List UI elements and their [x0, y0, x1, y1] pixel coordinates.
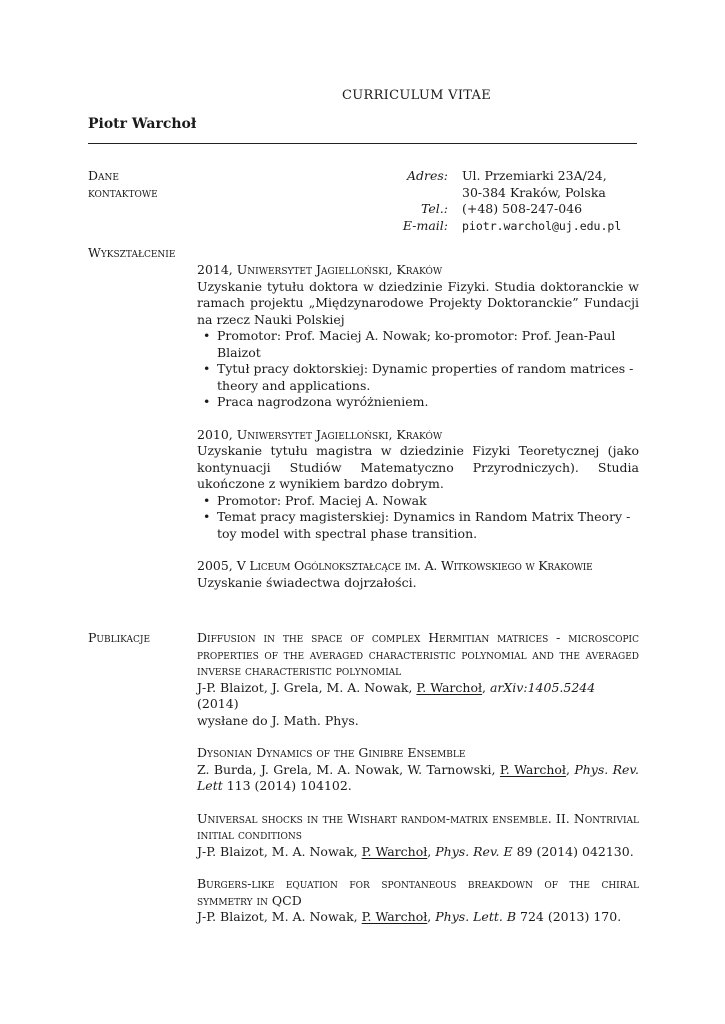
address-line2: 30-384 Kraków, Polska: [462, 184, 606, 200]
section-label-education: Wykształcenie: [88, 245, 176, 260]
publication-item: [197, 745, 639, 795]
publication-journal: Phys. Rev. Lett: [197, 761, 639, 793]
publications-list: [197, 630, 639, 942]
education-bullets: [197, 493, 639, 543]
publication-details: (2014): [197, 696, 239, 711]
section-label-publications: Publikacje: [88, 630, 151, 645]
education-heading: [197, 262, 639, 279]
publication-title: Burgers-like equation for spontaneous breakdown of the chiral symmetry in QCD: [197, 876, 639, 908]
education-institution: V Liceum Ogólnokształcące im. A. Witkowskiego w Krakowie: [236, 558, 593, 573]
publication-note: wysłane do J. Math. Phys.: [197, 712, 359, 728]
address-label-spacer: [350, 185, 462, 202]
education-bullet: • Praca nagrodzona wyróżnieniem.: [197, 394, 639, 411]
publication-sep: ,: [427, 909, 436, 924]
education-heading: [197, 558, 639, 575]
section-label-contact-line1: Dane: [88, 168, 119, 183]
publication-citation: [197, 762, 639, 795]
publication-authors: Z. Burda, J. Grela, M. A. Nowak, W. Tarnowski,: [197, 761, 500, 777]
email-label: E-mail:: [402, 217, 448, 233]
publication-self-author: P. Warchoł: [361, 843, 428, 859]
education-bullet: • Promotor: Prof. Maciej A. Nowak; ko-promotor: Prof. Jean-Paul Blaizot: [197, 328, 639, 361]
education-description: Uzyskanie tytułu doktora w dziedzinie Fizyki. Studia doktoranckie w ramach projektu „Międzynarodowe Projekty Doktoranckie” Fundacji na rzecz Nauki Polskiej: [197, 278, 639, 327]
publication-citation: [197, 680, 639, 713]
education-year: 2014,: [197, 262, 237, 277]
email-row: [350, 218, 650, 235]
contact-block: [350, 168, 650, 234]
section-label-contact: [88, 168, 198, 201]
header-rule: [88, 143, 637, 144]
document-title: CURRICULUM VITAE: [342, 88, 491, 103]
education-institution: Uniwersytet Jagielloński, Kraków: [236, 262, 443, 277]
education-description: Uzyskanie świadectwa dojrzałości.: [197, 574, 417, 590]
publication-item: [197, 811, 639, 861]
education-bullet: • Tytuł pracy doktorskiej: Dynamic properties of random matrices - theory and applications.: [197, 361, 639, 394]
publication-journal: arXiv:1405.5244: [489, 679, 596, 695]
address-label: Adres:: [406, 168, 448, 183]
publication-sep: ,: [565, 761, 575, 777]
address-row-2: [350, 185, 650, 202]
publication-citation: [197, 844, 639, 861]
tel-label: Tel.:: [421, 201, 448, 216]
tel-value: (+48) 508-247-046: [462, 201, 583, 216]
publication-title: Dysonian Dynamics of the Ginibre Ensemble: [197, 745, 466, 760]
education-year: 2010,: [197, 426, 237, 442]
publication-details: 89 (2014) 042130.: [512, 843, 634, 859]
education-entry: [197, 262, 639, 411]
publication-journal: Phys. Lett. B: [435, 909, 517, 924]
education-entry: [197, 558, 639, 591]
education-entry: [197, 427, 639, 543]
person-name: Piotr Warchoł: [88, 116, 197, 132]
publication-authors: J-P. Blaizot, J. Grela, M. A. Nowak,: [197, 679, 417, 695]
education-description: Uzyskanie tytułu magistra w dziedzinie Fizyki Teoretycznej (jako kontynuacji Studiów Matematyczno Przyrodniczych). Studia ukończone z wynikiem bardzo dobrym.: [197, 443, 639, 491]
address-row: [350, 168, 650, 185]
publication-authors: J-P. Blaizot, M. A. Nowak,: [197, 843, 362, 859]
publication-title: Universal shocks in the Wishart random-matrix ensemble. II. Nontrivial initial conditions: [197, 810, 639, 842]
education-bullets: [197, 328, 639, 411]
address-line1: Ul. Przemiarki 23A/24,: [462, 168, 607, 183]
education-heading: [197, 427, 639, 444]
publication-item: [197, 630, 639, 729]
publication-sep: ,: [427, 843, 436, 859]
section-label-contact-line2: kontaktowe: [88, 184, 158, 200]
email-link[interactable]: piotr.warchol@uj.edu.pl: [462, 218, 622, 233]
publication-details: 113 (2014) 104102.: [222, 778, 352, 793]
education-year: 2005,: [197, 558, 237, 573]
publication-sep: ,: [482, 679, 490, 695]
publication-journal: Phys. Rev. E: [435, 843, 513, 859]
publication-title: Diffusion in the space of complex Hermitian matrices - microscopic properties of the averaged characteristic polynomial and the averaged inverse characteristic polynomial: [197, 630, 639, 678]
education-list: [197, 262, 639, 607]
education-institution: Uniwersytet Jagielloński, Kraków: [236, 426, 443, 442]
publication-self-author: P. Warchoł: [416, 679, 483, 695]
publication-citation: [197, 909, 639, 926]
publication-item: [197, 876, 639, 926]
publication-authors: J-P. Blaizot, M. A. Nowak,: [197, 909, 362, 924]
education-bullet: • Promotor: Prof. Maciej A. Nowak: [197, 493, 639, 510]
tel-row: [350, 201, 650, 218]
publication-self-author: P. Warchoł: [361, 909, 428, 924]
publication-self-author: P. Warchoł: [499, 761, 566, 777]
education-bullet: • Temat pracy magisterskiej: Dynamics in Random Matrix Theory - toy model with spectral phase transition.: [197, 509, 639, 542]
publication-details: 724 (2013) 170.: [516, 909, 622, 924]
